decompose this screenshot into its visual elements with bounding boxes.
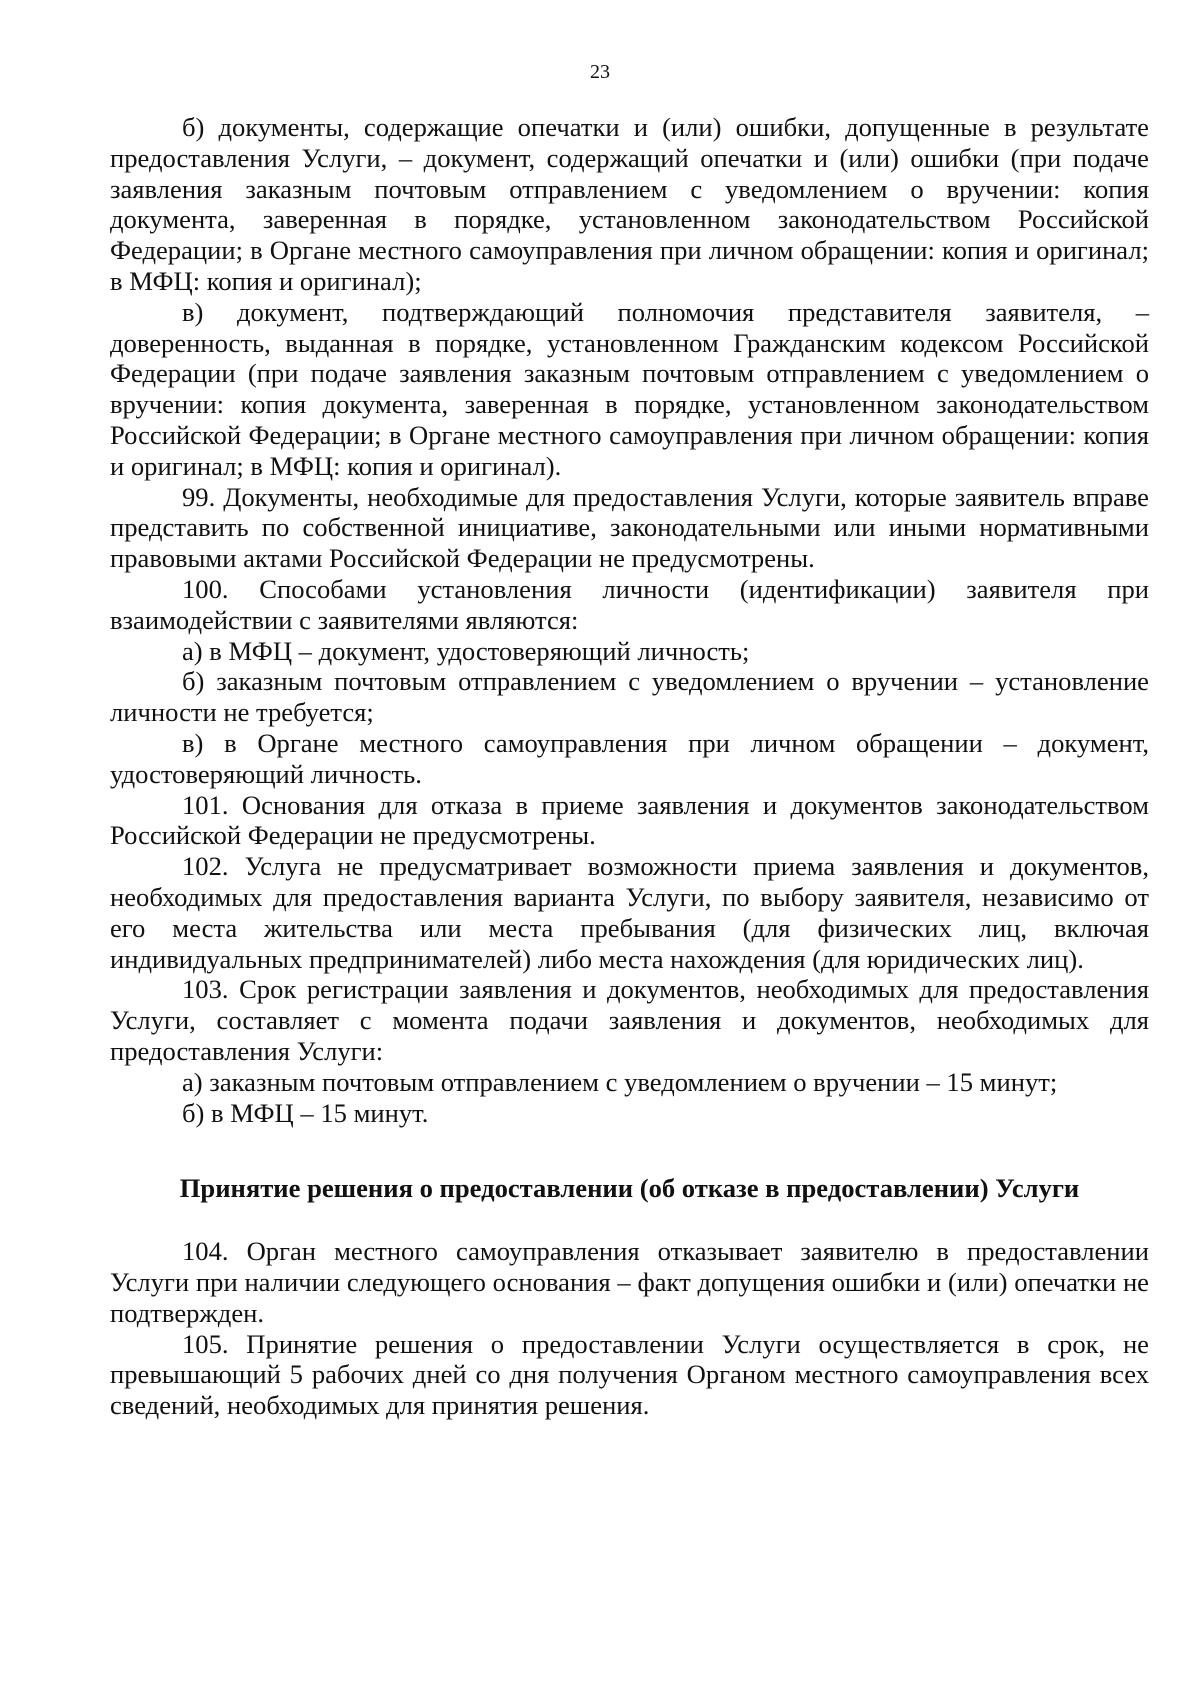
document-body [110, 112, 1149, 1421]
section-heading: Принятие решения о предоставлении (об отказе в предоставлении) Услуги [179, 1173, 1080, 1204]
page-number: 23 [590, 61, 610, 83]
paragraph-100v: в) в Органе местного самоуправления при личном обращении – документ, удостоверяющий личность. [110, 727, 1149, 789]
paragraph-101: 101. Основания для отказа в приеме заявления и документов законодательством Российской Федерации не предусмотрены. [110, 789, 1149, 851]
paragraph-98b-documents-with-errors: б) документы, содержащие опечатки и (или) ошибки, допущенные в результате предоставления Услуги, – документ, содержащий опечатки и (или) ошибки (при подаче заявления заказным почтовым отправлением с уведомлением о вручении: копия документа, заверенная в порядке, установленном законодательством Российской Федерации; в Органе местного самоуправления при личном обращении: копия и оригинал; в МФЦ: копия и оригинал); [110, 112, 1149, 296]
paragraph-103a: а) заказным почтовым отправлением с уведомлением о вручении – 15 минут; [182, 1066, 1058, 1097]
paragraph-102: 102. Услуга не предусматривает возможности приема заявления и документов, необходимых для предоставления варианта Услуги, по выбору заявителя, независимо от его места жительства или места пребывания (для физических лиц, включая индивидуальных предпринимателей) либо места нахождения (для юридических лиц). [110, 851, 1149, 974]
spacer [110, 1204, 1149, 1236]
paragraph-98v-representative-authority: в) документ, подтверждающий полномочия представителя заявителя, – доверенность, выданная в порядке, установленном Гражданским кодексом Российской Федерации (при подаче заявления заказным почтовым отправлением с уведомлением о вручении: копия документа, заверенная в порядке, установленном законодательством Российской Федерации; в Органе местного самоуправления при личном обращении: копия и оригинал; в МФЦ: копия и оригинал). [110, 296, 1149, 481]
spacer [110, 1128, 1149, 1172]
paragraph-104: 104. Орган местного самоуправления отказывает заявителю в предоставлении Услуги при наличии следующего основания – факт допущения ошибки и (или) опечатки не подтвержден. [110, 1236, 1149, 1328]
paragraph-103b: б) в МФЦ – 15 минут. [182, 1097, 429, 1128]
paragraph-105: 105. Принятие решения о предоставлении Услуги осуществляется в срок, не превышающий 5 рабочих дней со дня получения Органом местного самоуправления всех сведений, необходимых для принятия решения. [110, 1328, 1149, 1421]
paragraph-100a: а) в МФЦ – документ, удостоверяющий личность; [182, 635, 750, 666]
paragraph-103: 103. Срок регистрации заявления и документов, необходимых для предоставления Услуги, составляет с момента подачи заявления и документов, необходимых для предоставления Услуги: [110, 974, 1149, 1066]
paragraph-100: 100. Способами установления личности (идентификации) заявителя при взаимодействии с заявителями являются: [110, 573, 1149, 635]
paragraph-100b: б) заказным почтовым отправлением с уведомлением о вручении – установление личности не требуется; [110, 666, 1149, 728]
paragraph-99: 99. Документы, необходимые для предоставления Услуги, которые заявитель вправе представить по собственной инициативе, законодательными или иными нормативными правовыми актами Российской Федерации не предусмотрены. [110, 481, 1149, 574]
